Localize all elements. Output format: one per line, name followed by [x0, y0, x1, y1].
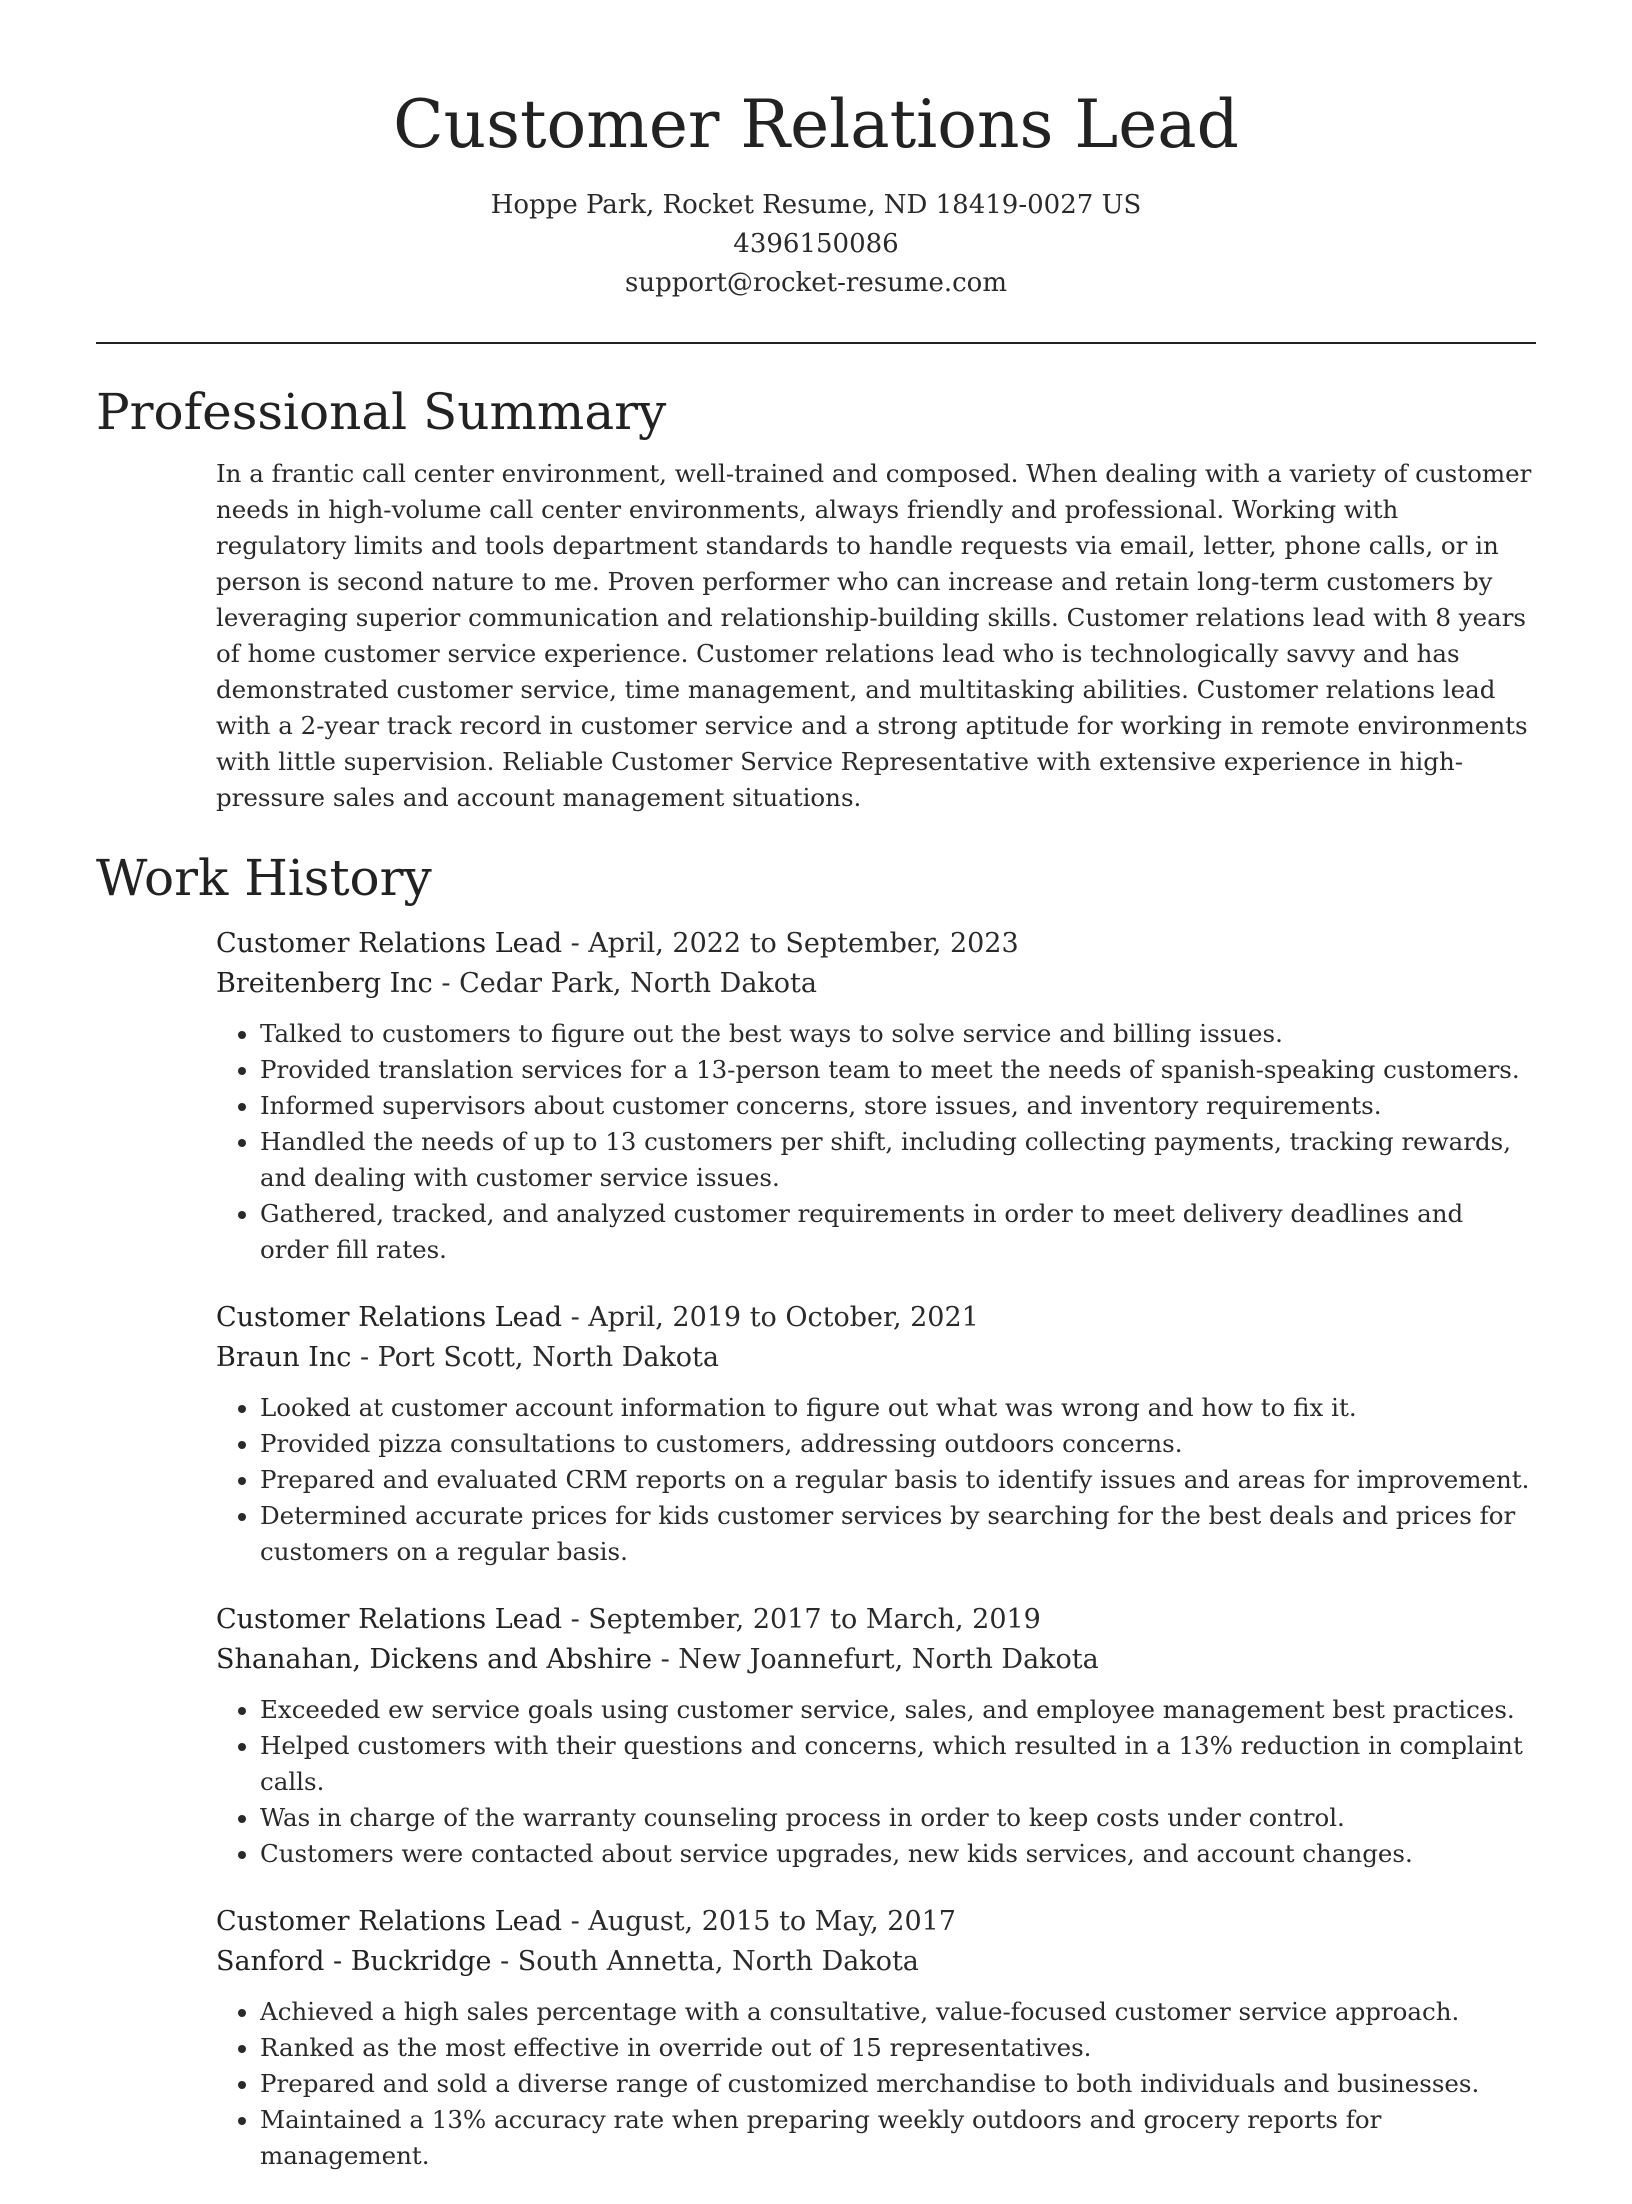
job-list: [216, 924, 1536, 2174]
job-title-line: [216, 1902, 1536, 1942]
job-role: Customer Relations Lead: [216, 1906, 562, 1937]
job-entry: [216, 1600, 1536, 1872]
job-company-line: [216, 1640, 1536, 1680]
job-bullet: • Helped customers with their questions and concerns, which resulted in a 13% reduction in complaint calls.: [260, 1728, 1536, 1800]
job-bullet: • Provided pizza consultations to customers, addressing outdoors concerns.: [260, 1426, 1536, 1462]
job-bullets: [216, 1390, 1536, 1570]
job-bullet: • Maintained a 13% accuracy rate when preparing weekly outdoors and grocery reports for management.: [260, 2102, 1536, 2174]
contact-email: support@rocket-resume.com: [624, 268, 1007, 298]
job-role: Customer Relations Lead: [216, 1302, 562, 1333]
job-bullet: • Provided translation services for a 13-person team to meet the needs of spanish-speaking customers.: [260, 1052, 1536, 1088]
job-company-line: [216, 964, 1536, 1004]
job-bullet: • Determined accurate prices for kids customer services by searching for the best deals and prices for customers on a regular basis.: [260, 1498, 1536, 1570]
job-company-line: [216, 1942, 1536, 1982]
job-company: Braun Inc: [216, 1342, 352, 1373]
job-bullet: • Gathered, tracked, and analyzed customer requirements in order to meet delivery deadlines and order fill rates.: [260, 1196, 1536, 1268]
job-entry: [216, 924, 1536, 1268]
contact-phone: 4396150086: [733, 229, 899, 259]
job-location: - South Annetta, North Dakota: [491, 1946, 919, 1977]
job-dates: - August, 2015 to May, 2017: [561, 1906, 956, 1937]
job-bullet: • Was in charge of the warranty counseling process in order to keep costs under control.: [260, 1800, 1536, 1836]
job-role: Customer Relations Lead: [216, 928, 562, 959]
resume-name: Customer Relations Lead: [393, 86, 1239, 163]
job-title-line: [216, 1298, 1536, 1338]
job-bullets: [216, 1016, 1536, 1268]
contact-address: Hoppe Park, Rocket Resume, ND 18419-0027 US: [490, 190, 1142, 220]
summary-section: [96, 380, 1536, 816]
job-company: Breitenberg Inc: [216, 968, 433, 999]
job-company-line: [216, 1338, 1536, 1378]
job-bullet: • Informed supervisors about customer concerns, store issues, and inventory requirements.: [260, 1088, 1536, 1124]
job-title-line: [216, 924, 1536, 964]
job-location: - New Joannefurt, North Dakota: [651, 1644, 1099, 1675]
job-bullet: • Ranked as the most effective in override out of 15 representatives.: [260, 2030, 1536, 2066]
work-history-section: [96, 846, 1536, 2204]
job-entry: [216, 1298, 1536, 1570]
job-dates: - April, 2022 to September, 2023: [561, 928, 1019, 959]
job-bullets: [216, 1692, 1536, 1872]
job-location: - Cedar Park, North Dakota: [432, 968, 817, 999]
job-bullet: • Customers were contacted about service upgrades, new kids services, and account changes.: [260, 1836, 1536, 1872]
work-history-heading: Work History: [96, 849, 432, 907]
job-bullet: • Exceeded ew service goals using customer service, sales, and employee management best practices.: [260, 1692, 1536, 1728]
job-bullet: • Prepared and evaluated CRM reports on a regular basis to identify issues and areas for improvement.: [260, 1462, 1536, 1498]
job-dates: - April, 2019 to October, 2021: [561, 1302, 979, 1333]
job-bullet: • Handled the needs of up to 13 customers per shift, including collecting payments, tracking rewards, and dealing with customer service issues.: [260, 1124, 1536, 1196]
job-entry: [216, 1902, 1536, 2174]
job-company: Sanford - Buckridge: [216, 1946, 492, 1977]
job-bullet: • Talked to customers to figure out the best ways to solve service and billing issues.: [260, 1016, 1536, 1052]
header-divider: [96, 342, 1536, 344]
summary-text: In a frantic call center environment, well-trained and composed. When dealing with a variety of customer needs in high-volume call center environments, always friendly and professional. Working with regulatory limits and tools department standards to handle requests via email, letter, phone calls, or in person is second nature to me. Proven performer who can increase and retain long-term customers by leveraging superior communication and relationship-building skills. Customer relations lead with 8 years of home customer service experience. Customer relations lead who is technologically savvy and has demonstrated customer service, time management, and multitasking abilities. Customer relations lead with a 2-year track record in customer service and a strong aptitude for working in remote environments with little supervision. Reliable Customer Service Representative with extensive experience in high-pressure sales and account management situations.: [216, 459, 1532, 812]
summary-heading: Professional Summary: [96, 383, 667, 441]
job-bullet: • Prepared and sold a diverse range of customized merchandise to both individuals and businesses.: [260, 2066, 1536, 2102]
job-role: Customer Relations Lead: [216, 1604, 562, 1635]
job-dates: - September, 2017 to March, 2019: [561, 1604, 1041, 1635]
job-location: - Port Scott, North Dakota: [351, 1342, 720, 1373]
job-bullet: • Looked at customer account information to figure out what was wrong and how to fix it.: [260, 1390, 1536, 1426]
contact-block: [0, 186, 1632, 303]
job-title-line: [216, 1600, 1536, 1640]
job-bullets: [216, 1994, 1536, 2174]
resume-header: [0, 0, 1632, 303]
job-company: Shanahan, Dickens and Abshire: [216, 1644, 652, 1675]
job-bullet: • Achieved a high sales percentage with a consultative, value-focused customer service approach.: [260, 1994, 1536, 2030]
